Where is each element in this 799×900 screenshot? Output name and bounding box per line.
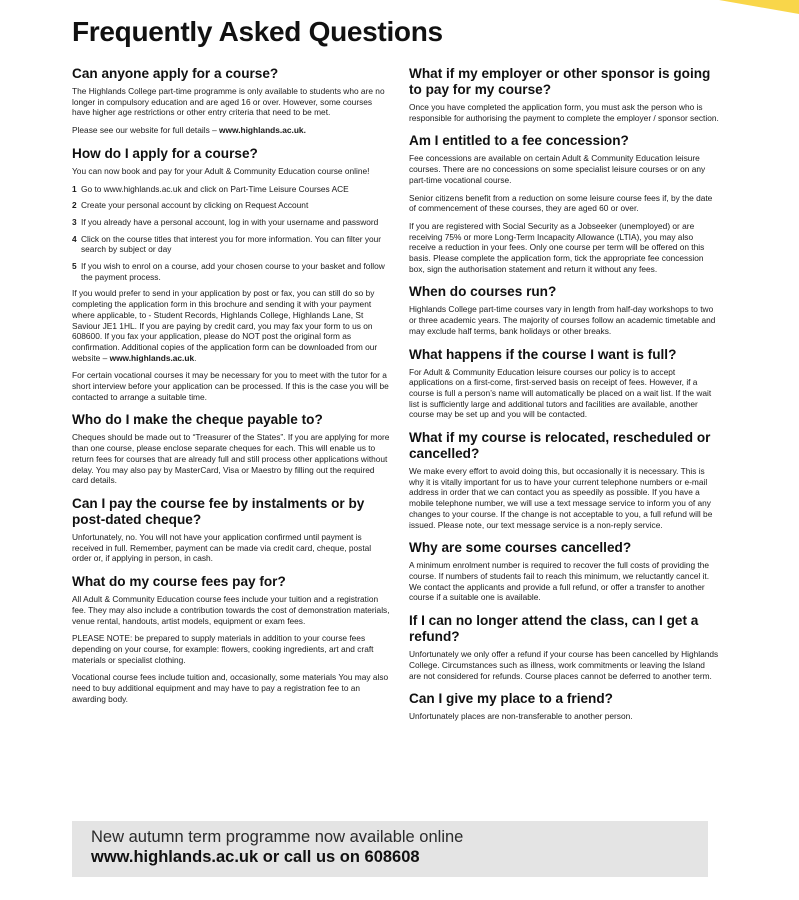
faq-answer: Unfortunately we only offer a refund if your course has been cancelled by Highlands College. Circumstances such as illness, work commitments or leaving the Island are not considered for refunds. Course places cannot be deferred to another term. <box>409 649 719 681</box>
faq-fee-concession <box>409 133 719 274</box>
step-item <box>72 261 392 282</box>
faq-answer: Unfortunately, no. You will not have your application confirmed until payment is received in full. Remember, payment can be made via credit card, cheque, postal order or, if applying in person, in cash. <box>72 531 372 564</box>
faq-give-place <box>409 691 719 722</box>
website-link[interactable]: www.highlands.ac.uk <box>109 352 195 363</box>
left-column <box>72 66 392 714</box>
faq-answer: For certain vocational courses it may be necessary for you to meet with the tutor for a short interview before your application can be processed. If this is the case you will be contacted to arrange a suitable time. <box>72 370 389 402</box>
faq-employer-sponsor <box>409 66 719 123</box>
faq-heading: Why are some courses cancelled? <box>409 540 632 556</box>
faq-cancelled <box>409 540 719 603</box>
faq-answer: Fee concessions are available on certain Adult & Community Education leisure courses. There are no concessions on some specialist leisure courses or on any part-time vocational course. <box>409 153 706 185</box>
faq-answer: You can now book and pay for your Adult & Community Education course online! <box>72 165 370 176</box>
banner-line-1: New autumn term programme now available online <box>91 828 464 846</box>
faq-answer: Highlands College part-time courses vary in length from half-day workshops to two or three academic years. The majority of courses follow an academic timetable and may exclude half terms, bank holidays or other breaks. <box>409 304 716 336</box>
promo-banner <box>72 821 708 877</box>
step-number: 3 <box>72 216 77 227</box>
faq-heading: Can I give my place to a friend? <box>409 691 613 707</box>
faq-answer: A minimum enrolment number is required to recover the full costs of providing the course. If numbers of students fail to reach this minimum, we reluctantly cancel it. We contact the applicants and provide a full refund, or offer a transfer to another course if a suitable one is available. <box>409 560 710 603</box>
step-item <box>72 234 392 255</box>
faq-answer: Cheques should be made out to “Treasurer of the States”. If you are applying for more than one course, please enclose separate cheques for each. This will enable us to return fees for courses that are already full and still process other applications without delay. You may also pay by MasterCard, Visa or Maestro by filling out the required card details. <box>72 432 390 486</box>
step-text: If you already have a personal account, log in with your username and password <box>81 216 379 227</box>
faq-answer: Once you have completed the application form, you must ask the person who is responsible for authorising the payment to complete the employer / sponsor section. <box>409 102 719 123</box>
step-text: Click on the course titles that interest you for more information. You can filter your search by subject or day <box>81 233 382 255</box>
faq-answer: PLEASE NOTE: be prepared to supply materials in addition to your course fees depending on your course, for example: flowers, cooking ingredients, art and craft materials or specialist clothing. <box>72 633 374 665</box>
faq-answer: Senior citizens benefit from a reduction on some leisure course fees if, by the date of commencement of these courses, they are aged 60 or over. <box>409 192 713 214</box>
faq-answer: The Highlands College part-time programme is only available to students who are no longer in compulsory education and are aged 16 or over. However, some courses have higher age restrictions or other entry criteria that need to be met. <box>72 86 385 118</box>
step-item <box>72 200 392 211</box>
faq-heading: What if my employer or other sponsor is going to pay for my course? <box>409 66 711 97</box>
faq-when-courses-run <box>409 284 719 336</box>
faq-heading: How do I apply for a course? <box>72 145 258 161</box>
faq-how-apply <box>72 146 392 403</box>
faq-anyone-apply <box>72 66 392 136</box>
faq-cheque-payable <box>72 412 392 486</box>
step-number: 2 <box>72 200 77 211</box>
faq-answer: All Adult & Community Education course fees include your tuition and a registration fee. They may also include a contribution towards the cost of demonstration materials, venue rental, handouts, artist models, equipment or exam fees. <box>72 594 390 626</box>
faq-answer: Unfortunately places are non-transferable to another person. <box>409 711 633 722</box>
faq-heading: What if my course is relocated, rescheduled or cancelled? <box>409 430 711 462</box>
faq-answer: Vocational course fees include tuition and, occasionally, some materials You may also need to buy additional equipment and may have to pay a registration fee to an awarding body. <box>72 672 389 704</box>
faq-answer: For Adult & Community Education leisure courses our policy is to accept applications on a first-come, first-served basis on receipt of fees. However, if a course is full a person’s name will automatically be placed on a wait list. If the wait list is sufficiently large and additional tutors and facilities are available, another course may be set up and you will be contacted. <box>409 366 712 420</box>
step-item <box>72 184 392 195</box>
faq-heading: If I can no longer attend the class, can I get a refund? <box>409 613 699 645</box>
step-text: Go to www.highlands.ac.uk and click on Part-Time Leisure Courses ACE <box>81 183 349 194</box>
faq-relocated <box>409 430 719 530</box>
faq-answer: If you would prefer to send in your application by post or fax, you can still do so by completing the application form in this brochure and sending it with your payment where applicable, to - Student Records, Highlands College, Highlands Lane, St Saviour JE1 1HL. If you are paying by credit card, you may fax your form to us on 608600. If you fax your application, please do NOT post the original form as confirmation. Additional copies of the application form can be downloaded from our website – www.highlands.ac.uk. <box>72 288 378 363</box>
faq-heading: Who do I make the cheque payable to? <box>72 412 323 428</box>
faq-heading: Am I entitled to a fee concession? <box>409 133 629 149</box>
yellow-corner-accent <box>719 0 799 14</box>
step-text: If you wish to enrol on a course, add your chosen course to your basket and follow the payment process. <box>81 261 385 282</box>
faq-heading: When do courses run? <box>409 284 557 300</box>
faq-heading: What do my course fees pay for? <box>72 574 286 590</box>
step-text: Create your personal account by clicking on Request Account <box>81 200 309 211</box>
right-column <box>409 66 719 732</box>
faq-answer: Please see our website for full details – www.highlands.ac.uk. <box>72 125 306 136</box>
faq-instalments <box>72 496 392 564</box>
step-number: 1 <box>72 183 77 194</box>
faq-answer: We make every effort to avoid doing this, but occasionally it is necessary. This is why it is vitally important for us to have your current telephone numbers or e-mail address in order that we can contact you as speedily as possible. If you have a mobile telephone number, we will use a text message service to inform you of any changes to your course. If the change is not acceptable to you, a full refund will be issued. Please note, our text message service is a non-reply service. <box>409 466 713 530</box>
faq-heading: Can I pay the course fee by instalments or by post-dated cheque? <box>72 495 365 527</box>
step-item <box>72 217 392 228</box>
faq-fees-pay-for <box>72 574 392 704</box>
step-number: 5 <box>72 261 77 272</box>
banner-contact-line[interactable]: www.highlands.ac.uk or call us on 608608 <box>91 848 420 866</box>
faq-answer: If you are registered with Social Security as a Jobseeker (unemployed) or are receiving 75% or more Long-Term Incapacity Allowance (LTIA), you may also receive a reduction in your fees. Only one course per term will be offered on this basis. Please complete the application form, tick the appropriate fee concession box, sign the authorisation statement and return it without any fees. <box>409 220 705 274</box>
step-number: 4 <box>72 233 77 244</box>
page-title: Frequently Asked Questions <box>72 16 443 47</box>
website-link[interactable]: www.highlands.ac.uk. <box>219 125 306 136</box>
faq-heading: What happens if the course I want is full? <box>409 346 677 362</box>
faq-heading: Can anyone apply for a course? <box>72 66 279 81</box>
faq-course-full <box>409 347 719 421</box>
faq-refund <box>409 613 719 681</box>
